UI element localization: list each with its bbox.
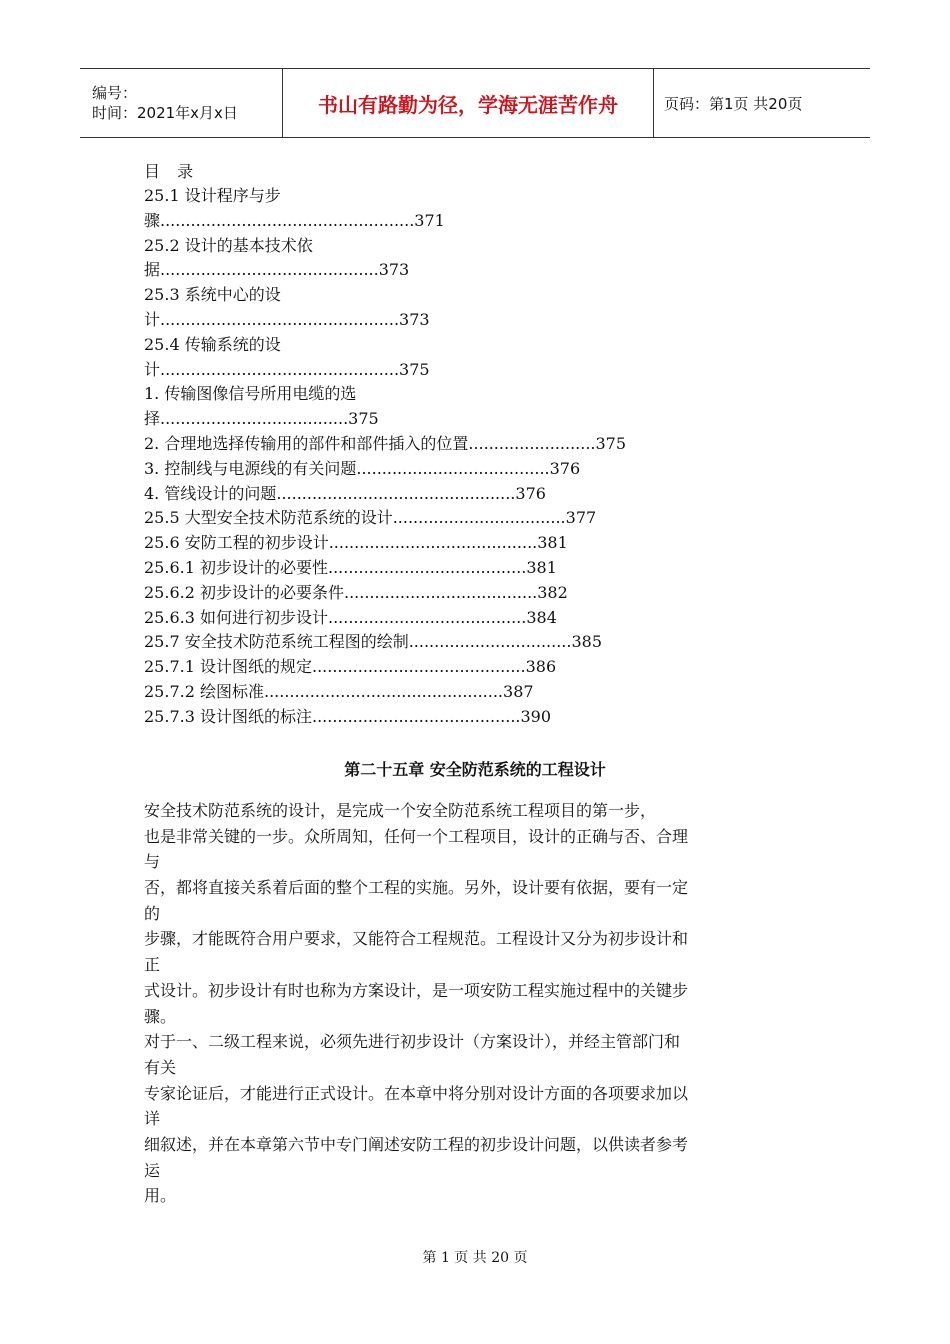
toc-entry: 择.....................................375	[144, 409, 379, 429]
toc-title: 目 录	[144, 162, 200, 181]
toc-entry: 3. 控制线与电源线的有关问题......................................376	[144, 458, 581, 478]
table-of-contents	[144, 160, 824, 730]
toc-entry: 骤..................................................371	[144, 210, 445, 230]
toc-entry: 25.7.1 设计图纸的规定..........................................386	[144, 657, 557, 677]
toc-entry: 据...........................................373	[144, 260, 410, 280]
toc-entry: 25.3 系统中心的设	[144, 285, 281, 305]
header-motto: 书山有路勤为径，学海无涯苦作舟	[318, 92, 618, 117]
toc-entry: 25.5 大型安全技术防范系统的设计..................................377	[144, 508, 597, 528]
body-text-line: 骤。	[144, 1006, 177, 1026]
document-number-label: 编号：	[92, 84, 138, 102]
body-text-line: 运	[144, 1160, 161, 1180]
body-text-line: 式设计。初步设计有时也称为方案设计，是一项安防工程实施过程中的关键步	[144, 980, 689, 1000]
body-text-line: 的	[144, 903, 161, 923]
body-text-line: 有关	[144, 1057, 177, 1077]
body-text-line: 详	[144, 1109, 161, 1129]
chapter-body	[144, 798, 824, 1209]
header-motto-cell	[282, 69, 654, 137]
body-text-line: 专家论证后，才能进行正式设计。在本章中将分别对设计方面的各项要求加以	[144, 1083, 689, 1103]
document-time-label: 时间：2021年x月x日	[92, 104, 238, 122]
toc-entry: 25.6.1 初步设计的必要性.......................................381	[144, 557, 557, 577]
toc-entry: 25.4 传输系统的设	[144, 334, 281, 354]
toc-entry: 4. 管线设计的问题...............................................376	[144, 483, 546, 503]
body-text-line: 安全技术防范系统的设计，是完成一个安全防范系统工程项目的第一步，	[144, 801, 657, 820]
toc-entry: 计...............................................373	[144, 309, 430, 329]
toc-entries	[144, 184, 824, 730]
chapter-title: 第二十五章 安全防范系统的工程设计	[344, 760, 606, 779]
header-page-number: 页码：第1页 共20页	[664, 94, 803, 113]
toc-entry: 25.1 设计程序与步	[144, 186, 281, 205]
toc-entry: 25.7 安全技术防范系统工程图的绘制................................385	[144, 632, 603, 652]
page-footer: 第 1 页 共 20 页	[422, 1250, 528, 1266]
body-text-line: 正	[144, 955, 161, 975]
toc-entry: 计...............................................375	[144, 359, 430, 379]
toc-entry: 25.6.3 如何进行初步设计.......................................384	[144, 607, 557, 627]
body-text-line: 细叙述，并在本章第六节中专门阐述安防工程的初步设计问题，以供读者参考	[144, 1134, 689, 1154]
body-text-line: 用。	[144, 1186, 177, 1206]
body-text-line: 对于一、二级工程来说，必须先进行初步设计（方案设计），并经主管部门和	[144, 1032, 681, 1052]
body-text-line: 与	[144, 852, 161, 872]
toc-entry: 25.6.2 初步设计的必要条件......................................382	[144, 582, 568, 602]
toc-entry: 2. 合理地选择传输用的部件和部件插入的位置.........................375	[144, 433, 627, 453]
body-text-line: 否，都将直接关系着后面的整个工程的实施。另外，设计要有依据，要有一定	[144, 878, 689, 898]
toc-entry: 25.7.3 设计图纸的标注.........................................390	[144, 706, 552, 726]
toc-entry: 25.2 设计的基本技术依	[144, 235, 313, 255]
header-page-cell	[654, 69, 870, 137]
body-text-line: 也是非常关键的一步。众所周知，任何一个工程项目，设计的正确与否、合理	[144, 826, 689, 846]
toc-entry: 1. 传输图像信号所用电缆的选	[144, 384, 357, 404]
page-header	[80, 68, 870, 138]
header-meta	[80, 69, 282, 137]
toc-entry: 25.6 安防工程的初步设计.........................................381	[144, 533, 568, 553]
toc-entry: 25.7.2 绘图标准...............................................387	[144, 681, 534, 701]
body-text-line: 步骤，才能既符合用户要求，又能符合工程规范。工程设计又分为初步设计和	[144, 929, 689, 949]
